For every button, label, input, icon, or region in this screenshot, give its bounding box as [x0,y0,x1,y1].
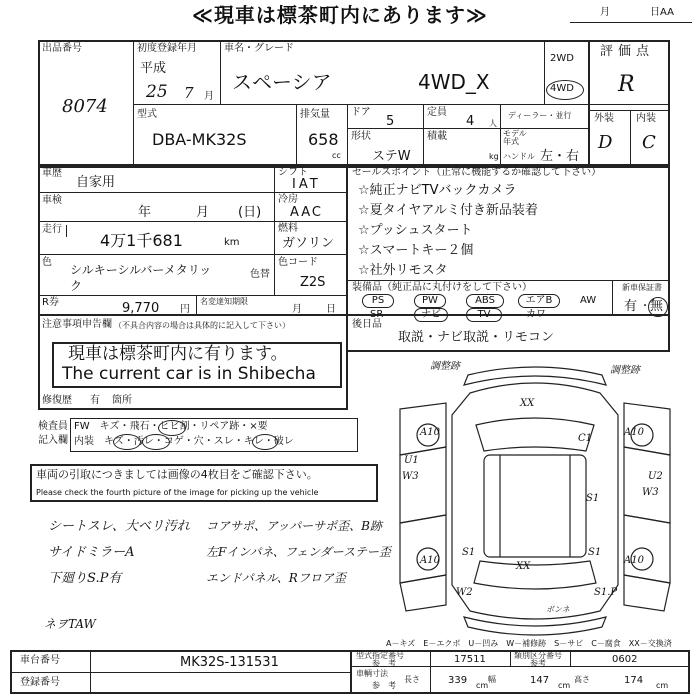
first-reg-era: 平成 [140,61,167,76]
designation-value: 17511 [454,654,486,665]
diag-mark-s1p: S1.P [594,587,618,598]
warranty-sep: ・ [640,301,650,312]
diag-mark-bumper: ボンネ [546,605,570,614]
load-unit: kg [489,152,499,161]
repair-parts: 箇所 [112,395,132,406]
equip-ps: PS [362,294,394,308]
registration-label: 登録番号 [20,677,60,688]
equip-leather: カワ [526,309,546,320]
model-label: 車名・グレード [224,43,294,54]
shift-label: シフト [278,167,308,178]
chassis-label: 車台番号 [20,655,60,666]
inspector-row-1: FW キズ・飛石・ヒビ割・リペア跡・×要 [74,421,268,432]
caution-sub: （不具合内容の場合は具体的に記入して下さい） [114,321,290,330]
fuel-label: 燃料 [278,223,298,234]
handle-label: ハンドル [503,152,535,161]
warranty-label: 新車保証書 [622,283,662,292]
diag-mark-w2: W2 [456,587,473,598]
color-code-value: Z2S [300,275,326,290]
mark-circle-sure [252,434,278,450]
date-day: 日AA [650,7,674,18]
equip-abs: ABS [466,294,504,308]
diag-mark-top-right: 調整跡 [610,365,640,376]
color-value-2: ク [70,279,83,293]
dealer-label: ディーラー・並行 [508,111,572,120]
sales-point-2: ☆夏タイヤアルミ付き新品装着 [358,203,538,218]
width-value: 147 [530,675,550,686]
category-value: 0602 [612,654,638,665]
equip-aw: AW [580,295,597,306]
equip-sr: SR [370,309,384,320]
capacity-unit: 人 [489,119,497,128]
diag-mark-a10-4: A10 [624,555,644,566]
note-left-3: 下廻りS.P有 [48,571,122,586]
diag-mark-s1-1: S1 [586,493,600,504]
lot-number: 8074 [62,96,108,117]
diag-mark-u2: U2 [648,471,663,482]
first-reg-month-unit: 月 [204,91,214,102]
handle-value: 左・右 [540,149,580,164]
inspector-row-2: 内装 キズ・汚レ・コゲ・穴・スレ・キレ・破レ [74,436,294,447]
shift-value: IAT [292,177,321,192]
note-right-2: 左Fインパネ、フェンダーステー歪 [206,545,391,559]
drive-2wd: 2WD [550,53,574,64]
capacity-value: 4 [466,114,475,129]
note-right-3: エンドパネル、Rフロア歪 [206,571,346,585]
ac-value: AAC [290,205,323,220]
diag-mark-u1: U1 [404,455,419,466]
designation-sub: 参 考 [372,659,396,668]
model-name: スペーシア [232,70,332,94]
width-label: 幅 [488,675,496,684]
diag-mark-w3-left: W3 [402,471,419,482]
mileage-label: 走行 [42,224,62,235]
accessories-label: 後日品 [352,319,382,330]
color-swap-label: 色替 [250,269,270,280]
displacement-value: 658 [308,130,339,149]
drive-4wd: 4WD [550,83,574,94]
warranty-yes: 有 [624,299,638,314]
length-label: 長さ [404,675,420,684]
inspection-year: 年 [138,205,152,220]
width-unit: cm [558,681,571,690]
mark-circle-kizu [113,434,141,450]
banner-title: ≪現車は標茶町内にあります≫ [192,3,488,27]
ac-label: 冷房 [278,194,298,205]
diag-mark-a10-2: A10 [624,427,644,438]
rating-ext-label: 外装 [594,113,614,124]
fuel-value: ガソリン [282,236,335,251]
accessories-value: 取説・ナビ取説・リモコン [398,330,555,345]
load-label: 積載 [427,131,447,142]
displacement-unit: cc [332,151,341,160]
note-left-1: シートスレ、大ベリ汚れ [48,519,190,534]
rating-int-label: 内装 [636,113,656,124]
diag-mark-c1: C1 [578,433,593,444]
sales-point-5: ☆社外リモスタ [358,263,448,278]
first-reg-label: 初度登録年月 [137,43,197,54]
model-grade: 4WD_X [418,70,490,94]
diag-mark-a10-1: A10 [420,427,440,438]
equip-navi: ナビ [414,308,448,322]
height-label: 高さ [574,675,590,684]
doors-label: ドア [351,107,371,118]
designation-label: 型式指定番号 [356,651,404,660]
diag-mark-s1-3: S1 [588,547,602,558]
history-label: 車歴 [42,168,62,179]
equip-tv: TV [466,308,502,322]
damage-code-legend: A－キズ E－エクボ U－凹み W－補修跡 S－サビ C－腐食 XX－交換済 [386,639,672,648]
mileage-value: 4万1千681 [100,231,183,250]
sales-point-3: ☆プッシュスタート [358,223,473,238]
size-sub: 参 考 [372,681,396,690]
notice-month: 月 [292,304,302,315]
date-month: 月 [600,7,610,18]
category-label: 類別区分番号 [514,651,562,660]
shape-label: 形状 [351,131,371,142]
notice-label: 名変達知期限 [200,297,248,306]
warranty-no: 無 [650,299,664,314]
model-year-label: モデル年式 [503,129,527,146]
size-label: 車輌寸法 [356,669,388,678]
inspector-label-1: 検査員 [38,421,68,432]
sales-point-1: ☆純正ナビTVバックカメラ [358,183,517,198]
inspection-day: (日) [238,205,262,220]
rating-int-value: C [642,132,656,153]
recycle-label: R券 [42,297,59,308]
height-unit: cm [656,681,669,690]
car-damage-diagram [380,355,690,645]
note-left-4: ネヲTAW [44,617,96,631]
capacity-label: 定員 [427,107,447,118]
displacement-label: 排気量 [300,109,330,120]
first-reg-month: 7 [184,84,194,102]
mileage-unit: km [224,237,240,248]
pickup-jp: 車両の引取につきましては画像の4枚目をご確認下さい。 [36,468,318,481]
equipment-label: 装備品（純正品に丸付けをして下さい） [352,282,532,293]
sales-points-label: セールスポイント（正常に機能するか確認して下さい） [352,167,602,178]
diag-mark-s1-2: S1 [462,547,476,558]
inspection-month: 月 [196,205,210,220]
diag-mark-top-left: 調整跡 [430,361,460,372]
note-right-1: コアサポ、アッパーサポ歪、B跡 [206,519,382,533]
diag-mark-xx-rear: XX [516,561,531,572]
first-reg-year: 25 [146,82,168,102]
equip-airbag: エアB [518,294,560,308]
history-value: 自家用 [76,175,116,190]
category-sub: 参考 [530,659,546,668]
mark-circle-hiseki [158,420,186,436]
diag-mark-w3-right: W3 [642,487,659,498]
type-label: 型式 [137,109,157,120]
repair-label: 修復歴 [42,395,72,406]
length-unit: cm [476,681,489,690]
recycle-unit: 円 [180,304,190,315]
rating-value: R [618,72,635,97]
length-value: 339 [448,675,468,686]
rating-label: 評価点 [600,44,655,59]
rating-ext-value: D [598,132,613,153]
height-value: 174 [624,675,644,686]
doors-value: 5 [386,114,395,129]
color-code-label: 色コード [278,257,318,268]
equip-pw: PW [414,294,446,308]
type-value: DBA-MK32S [152,130,247,149]
diag-mark-a10-3: A10 [420,555,440,566]
shape-value: ステW [372,149,411,164]
location-en: The current car is in Shibecha [62,364,316,384]
note-left-2: サイドミラーA [48,545,135,560]
mark-circle-yogore [142,434,170,450]
inspector-label-2: 記入欄 [38,435,68,446]
repair-value: 有 [90,395,100,406]
notice-day: 日 [326,304,336,315]
color-label: 色 [42,257,52,268]
pickup-en: Please check the fourth picture of the image for picking up the vehicle [36,488,319,497]
diag-mark-xx-front: XX [520,398,535,409]
recycle-value: 9,770 [122,301,160,316]
location-jp: 現車は標茶町内に有ります。 [68,344,288,364]
color-value-1: シルキーシルバーメタリッ [70,263,212,277]
inspection-label: 車検 [42,195,62,206]
caution-label: 注意事項申告欄 [42,319,112,330]
sales-point-4: ☆スマートキー２個 [358,243,474,258]
lot-label: 出品番号 [42,43,82,54]
chassis-value: MK32S-131531 [180,655,279,670]
